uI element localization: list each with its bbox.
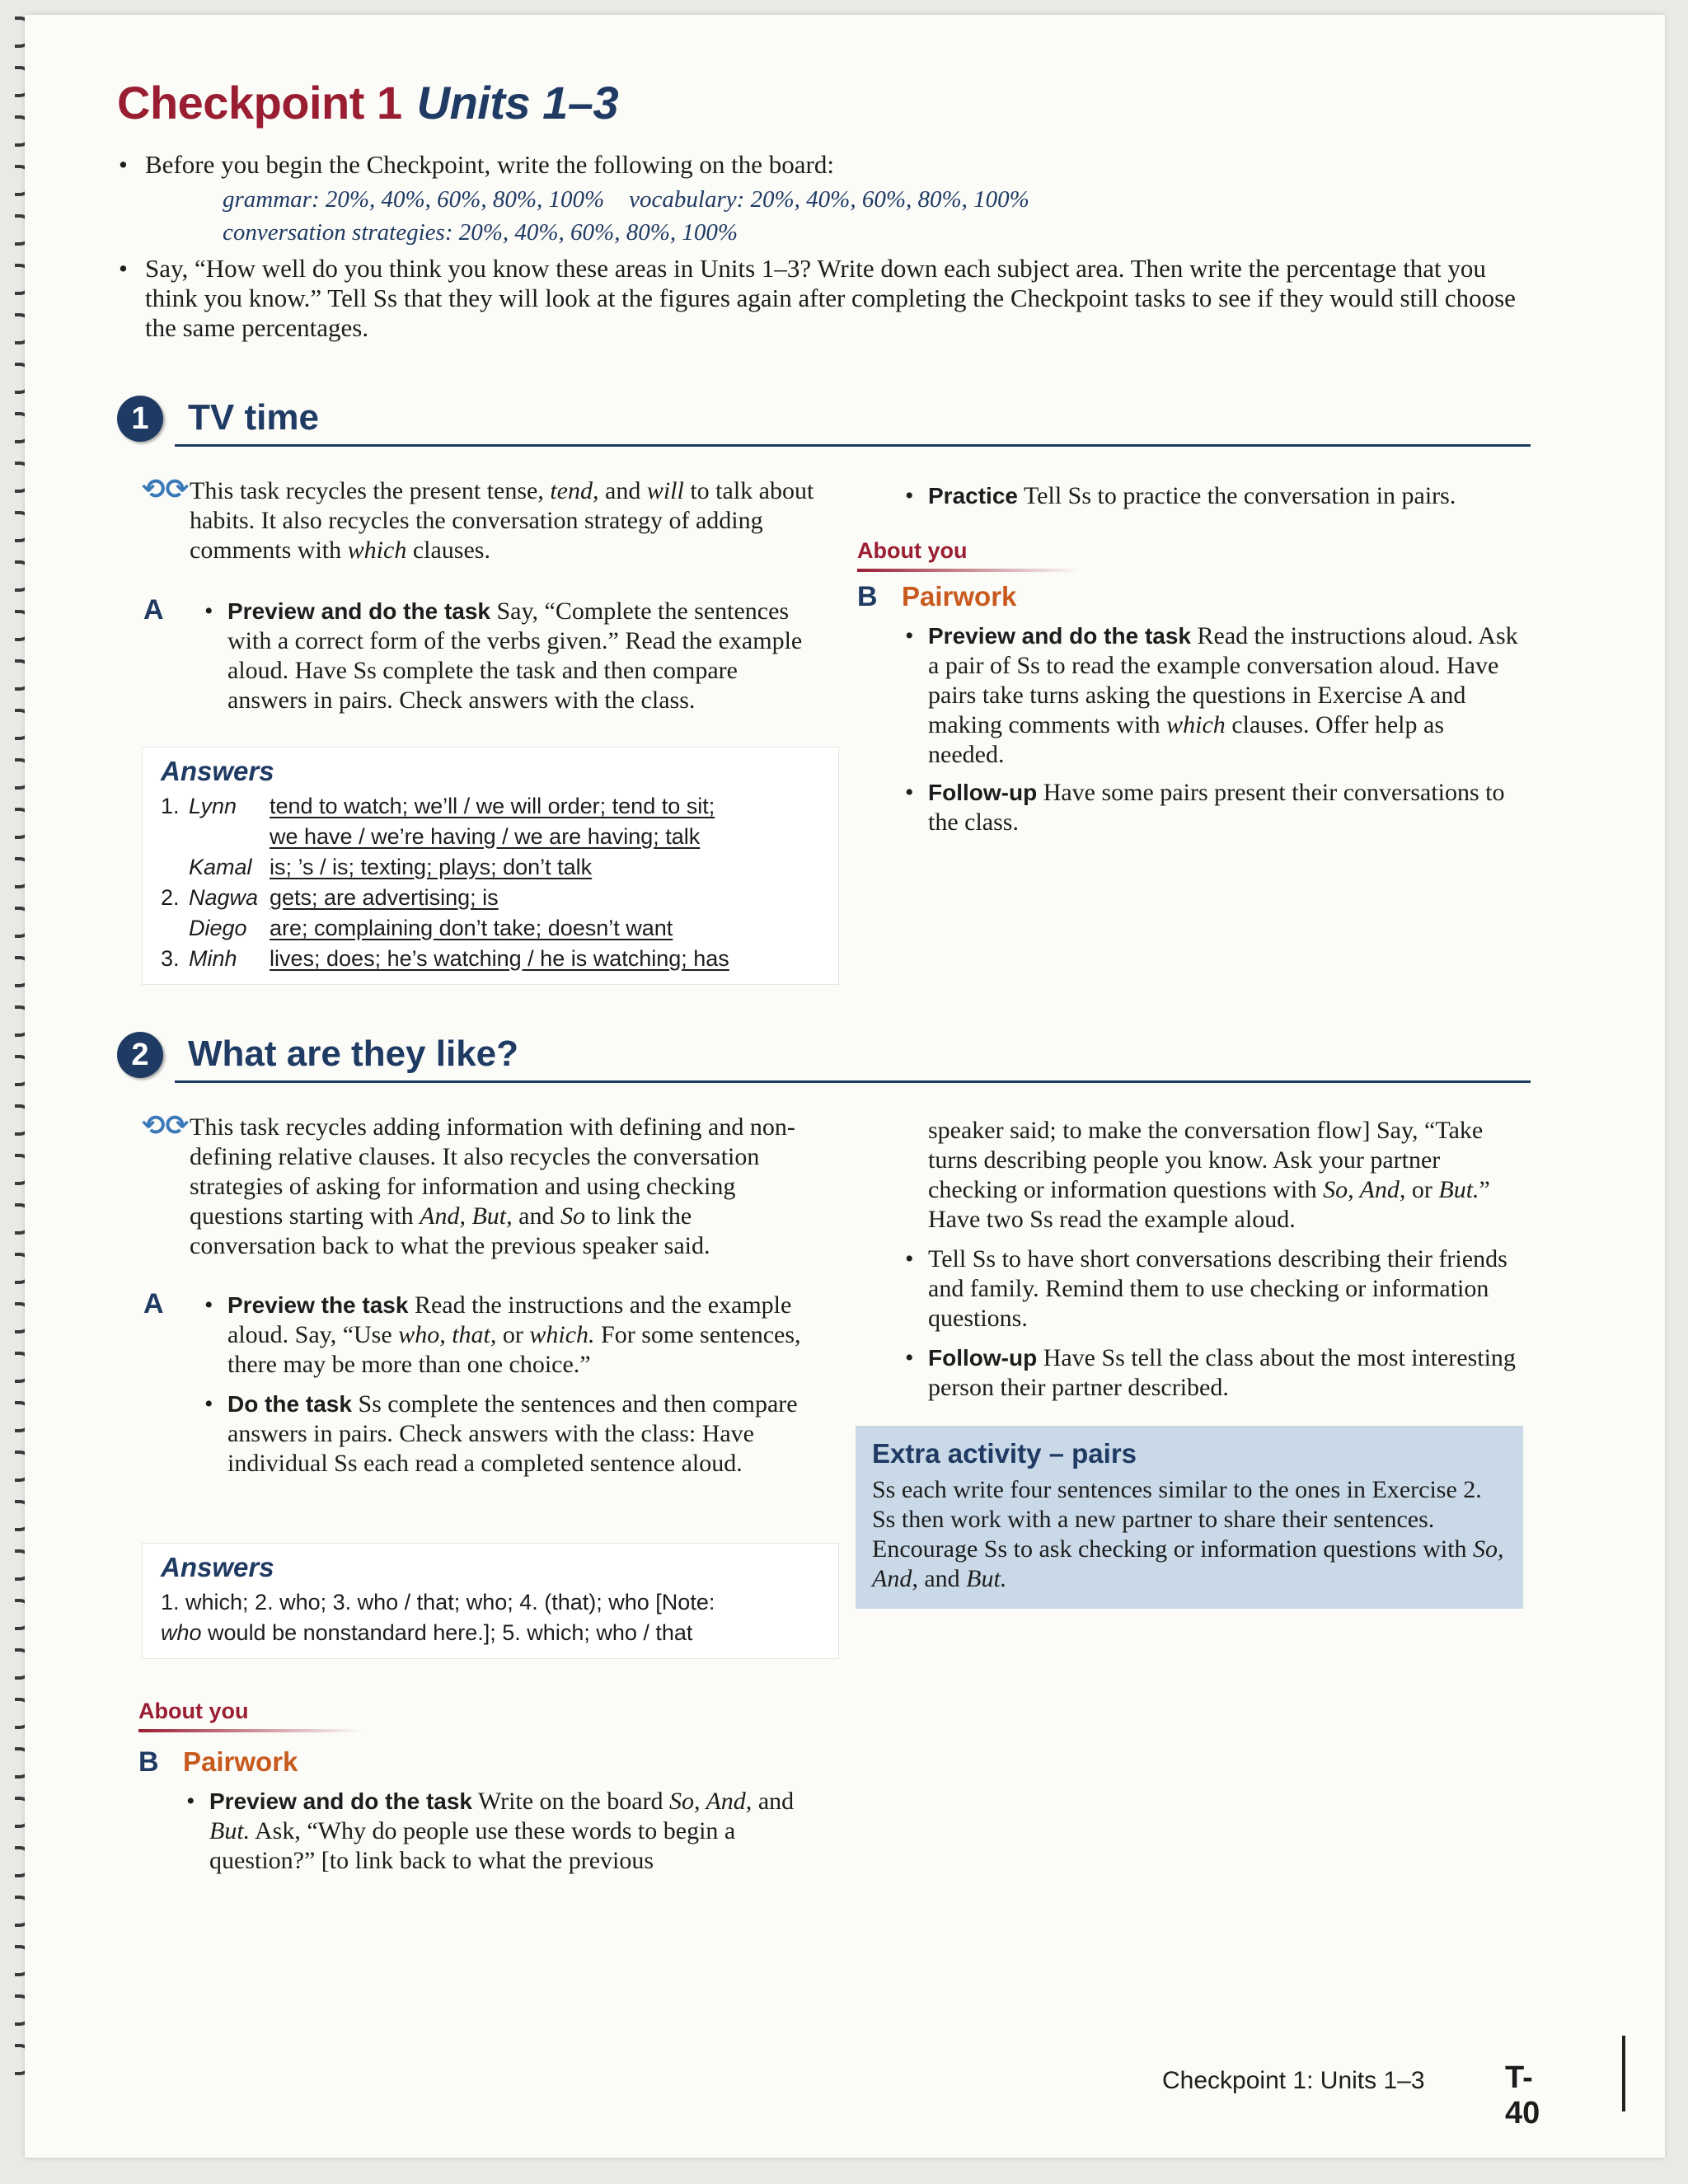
recycle-term: which xyxy=(347,537,407,564)
section-2-title: What are they like? xyxy=(188,1033,519,1074)
recycle-term: will xyxy=(646,477,684,504)
recycle-term: And, But, xyxy=(420,1202,513,1230)
bullet-text: Have Ss tell the class about the most interesting person their partner described. xyxy=(928,1344,1516,1401)
answer-name: Minh xyxy=(189,946,237,971)
section-1-exercise-a xyxy=(143,594,816,715)
bullet-label: Follow-up xyxy=(928,780,1038,805)
section-1-number: 1 xyxy=(117,396,163,442)
exercise-title: Pairwork xyxy=(902,581,1017,612)
exercise-b-bullet xyxy=(905,621,1523,770)
answer-text: 1. which; 2. who; 3. who / that; who; 4. (that); who [Note: xyxy=(161,1590,715,1615)
recycle-text: to talk about habits. It also recycles the conversation strategy of adding comments with xyxy=(190,477,814,564)
section-2-recycle-note xyxy=(142,1109,816,1261)
bullet-text: and xyxy=(752,1788,795,1815)
exercise-letter: A xyxy=(143,1288,164,1319)
title-units: Units 1–3 xyxy=(416,77,619,129)
bullet-text: For some sentences, there may be more than one choice.” xyxy=(227,1321,801,1378)
bullet-text: clauses. Offer help as needed. xyxy=(928,711,1444,768)
bullet-text: Tell Ss to practice the conversation in pairs. xyxy=(1023,482,1456,509)
bullet-term: which xyxy=(1166,711,1226,738)
bullet-text: Read the instructions and the example aloud. Say, “Use xyxy=(227,1291,792,1348)
about-you-label: About you xyxy=(857,538,968,563)
answer-text: is; ’s / is; texting; plays; don’t talk xyxy=(270,855,593,879)
bullet-text: Ask, “Why do people use these words to begin a question?” [to link back to what the previous xyxy=(209,1817,736,1874)
section-1-rule xyxy=(175,444,1531,447)
bullet-label: Do the task xyxy=(227,1391,352,1417)
extra-activity-box xyxy=(856,1426,1523,1609)
section-2-left xyxy=(142,1109,816,1479)
section-2-header xyxy=(117,1029,1531,1086)
recycle-text: This task recycles adding information with defining and non-defining relative clauses. It also recycles the conversation strategies of asking for information and using checking questions starting with xyxy=(190,1113,795,1230)
recycle-text: and xyxy=(512,1202,560,1230)
section-1-about-you xyxy=(857,536,1523,572)
section-2-rule xyxy=(175,1080,1531,1083)
exercise-letter: B xyxy=(857,581,878,612)
preview-bullet xyxy=(204,1291,816,1380)
answer-term: who xyxy=(161,1620,202,1645)
bullet-label: Preview and do the task xyxy=(209,1788,472,1814)
board-vocabulary: vocabulary: 20%, 40%, 60%, 80%, 100% xyxy=(629,186,1029,213)
do-task-bullet xyxy=(204,1390,816,1479)
recycle-icon: ⟲⟳ xyxy=(142,473,189,506)
extra-term: So, And, xyxy=(872,1535,1504,1592)
section-2-exercise-b-header xyxy=(138,1747,814,1780)
section-1-title: TV time xyxy=(188,397,319,438)
bullet-text: Read the instructions aloud. Ask a pair of Ss to read the example conversation aloud. Have pairs take turns asking the questions in Exercise A and making comments with xyxy=(928,622,1518,738)
answer-name: Lynn xyxy=(189,794,237,818)
answer-number xyxy=(161,852,189,883)
bullet-text: or xyxy=(496,1321,530,1348)
board-percentages xyxy=(117,183,1535,249)
exercise-b-bullet xyxy=(186,1787,814,1876)
section-2-about-you xyxy=(138,1696,814,1876)
title-checkpoint: Checkpoint 1 xyxy=(117,77,402,129)
extra-text: and xyxy=(917,1565,967,1592)
answer-number: 2. xyxy=(161,885,180,910)
bullet-text: Have some pairs present their conversations to the class. xyxy=(928,779,1505,836)
about-you-rule xyxy=(138,1729,361,1732)
answer-number: 1. xyxy=(161,794,180,818)
recycle-term: tend, xyxy=(550,477,599,504)
section-1-header xyxy=(117,392,1531,450)
answers-line xyxy=(161,1618,820,1648)
answer-name: Diego xyxy=(189,916,247,940)
bullet-text: Write on the board xyxy=(477,1788,670,1815)
board-conversation: conversation strategies: 20%, 40%, 60%, 80%, 100% xyxy=(223,219,738,246)
bullet-label: Preview the task xyxy=(227,1292,409,1318)
exercise-letter: A xyxy=(143,594,164,626)
about-you-label: About you xyxy=(138,1699,249,1723)
intro-bullet-1: • Before you begin the Checkpoint, write the following on the board: xyxy=(117,150,1535,180)
answer-number: 3. xyxy=(161,946,180,971)
answer-text: would be nonstandard here.]; 5. which; who / that xyxy=(201,1620,693,1645)
bullet-label: Preview and do the task xyxy=(928,623,1191,649)
board-grammar: grammar: 20%, 40%, 60%, 80%, 100% xyxy=(223,186,605,213)
page-title xyxy=(117,76,618,129)
intro-bullet-2: • Say, “How well do you think you know these areas in Units 1–3? Write down each subject area. Then write the percentage that you think you know.” Tell Ss that they will look at the figures again after completing the Checkpoint tasks to see if they would still choose the same percentages. xyxy=(117,254,1535,343)
recycle-text: This task recycles the present tense, xyxy=(190,477,551,504)
recycle-text: to link the conversation back to what the previous speaker said. xyxy=(190,1202,710,1259)
intro xyxy=(117,150,1535,343)
bullet-text: speaker said; to make the conversation flow] Say, “Take turns describing people you know. Ask your partner checking or information questions with xyxy=(928,1117,1484,1203)
extra-text: Ss each write four sentences similar to the ones in Exercise 2. Ss then work with a new partner to share their sentences. Encourage Ss to ask checking or information questions with xyxy=(872,1476,1482,1563)
answer-name: Nagwa xyxy=(189,885,259,910)
answer-text: are; complaining don’t take; doesn’t want xyxy=(270,916,673,940)
page-number: T-40 xyxy=(1505,2060,1540,2130)
bullet-term: But. xyxy=(1438,1176,1479,1203)
follow-up-bullet xyxy=(905,1343,1523,1403)
section-2-answers xyxy=(142,1543,839,1659)
bullet-term: which. xyxy=(529,1321,595,1348)
continued-text xyxy=(928,1116,1523,1235)
bullet-term: But. xyxy=(209,1817,251,1844)
answer-name xyxy=(189,822,270,852)
exercise-title: Pairwork xyxy=(183,1746,298,1777)
section-1-left xyxy=(142,473,816,715)
section-1-recycle-note xyxy=(142,473,816,565)
answer-text: tend to watch; we’ll / we will order; tend to sit; xyxy=(270,794,715,818)
bullet-text: or xyxy=(1405,1176,1439,1203)
section-2-number: 2 xyxy=(117,1032,163,1078)
bullet-term: So, And, xyxy=(669,1788,753,1815)
bullet-label: Preview and do the task xyxy=(227,598,490,624)
recycle-term: So xyxy=(560,1202,585,1230)
footer-rule xyxy=(1622,2036,1625,2111)
recycle-text: and xyxy=(598,477,647,504)
exercise-a-bullet xyxy=(204,597,816,715)
answer-name: Kamal xyxy=(189,855,252,879)
extra-activity-title: Extra activity – pairs xyxy=(872,1438,1137,1469)
answers-heading: Answers xyxy=(161,1552,274,1582)
conversation-bullet: • Tell Ss to have short conversations describing their friends and family. Remind them to use checking or information questions. xyxy=(905,1244,1523,1333)
section-1-right xyxy=(857,481,1523,837)
bullet-label: Practice xyxy=(928,483,1018,509)
section-1-exercise-b-header xyxy=(857,582,1523,615)
extra-term: But. xyxy=(966,1565,1007,1592)
bullet-label: Follow-up xyxy=(928,1345,1038,1371)
bullet-term: who, that, xyxy=(398,1321,497,1348)
bullet-term: So, And, xyxy=(1323,1176,1406,1203)
practice-bullet xyxy=(905,481,1523,511)
extra-activity-text xyxy=(872,1475,1507,1594)
about-you-rule xyxy=(857,569,1080,572)
section-2-exercise-a xyxy=(143,1288,816,1479)
answers-heading: Answers xyxy=(161,756,274,786)
answer-text: we have / we’re having / we are having; talk xyxy=(270,824,701,849)
answers-line xyxy=(161,1587,820,1618)
bullet-text: Ss complete the sentences and then compare answers in pairs. Check answers with the class: Have individual Ss each read a completed sentence aloud. xyxy=(227,1390,798,1477)
bullet-text: Say, “Complete the sentences with a correct form of the verbs given.” Read the example aloud. Have Ss complete the task and then compare answers in pairs. Check answers with the class. xyxy=(227,598,803,714)
recycle-icon: ⟲⟳ xyxy=(142,1109,189,1142)
footer-label: Checkpoint 1: Units 1–3 xyxy=(1162,2067,1425,2094)
answer-text: lives; does; he’s watching / he is watching; has xyxy=(270,946,729,971)
answer-number xyxy=(161,822,189,852)
section-2-right xyxy=(857,1116,1523,1403)
answer-number xyxy=(161,913,189,944)
section-1-answers xyxy=(142,747,839,985)
recycle-text: clauses. xyxy=(406,537,490,564)
follow-up-bullet xyxy=(905,778,1523,837)
bullet-text: ” Have two Ss read the example aloud. xyxy=(928,1176,1490,1233)
exercise-letter: B xyxy=(138,1746,159,1778)
answer-text: gets; are advertising; is xyxy=(270,885,499,910)
